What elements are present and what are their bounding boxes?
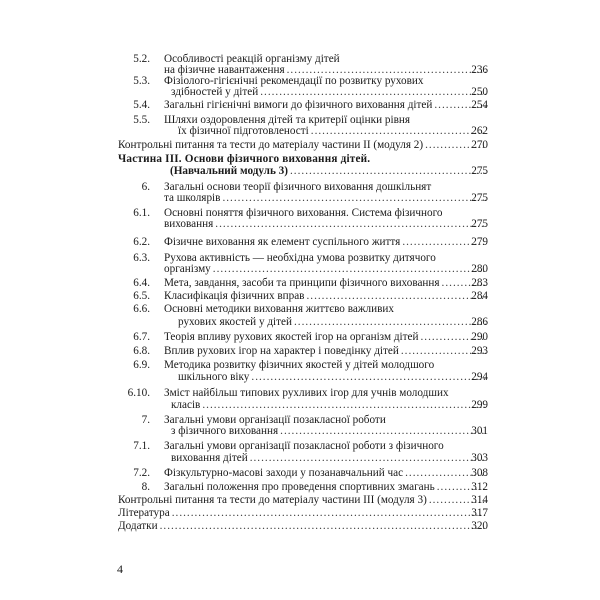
toc-entry-leader [164,99,488,112]
toc-entry-page: 270 [471,139,488,151]
toc-entry-number: 5.4. [133,99,150,111]
toc-entry-page: 250 [471,86,488,98]
toc-entry-leader [171,425,488,438]
toc-part-title: Частина III. Основи фізичного виховання дітей. [118,153,371,165]
toc-entry-title: Методика розвитку фізичних якостей у дітей молодшого [164,359,435,371]
toc-entry-title: Теорія впливу рухових якостей ігор на організм дітей [164,331,419,343]
toc-entry-number: 6.7. [133,331,150,343]
toc-entry-page: 314 [471,494,488,506]
toc-entry-page: 262 [471,125,488,137]
toc-entry-page: 294 [471,371,488,383]
toc-entry-title: Контрольні питання та тести до матеріалу частини II (модуля 2) [118,139,424,151]
toc-entry-number: 5.3. [133,75,150,87]
toc-entry-title: Класифікація фізичних вправ [164,290,305,302]
toc-entry-title: Загальні гігієнічні вимоги до фізичного виховання дітей [164,99,433,111]
toc-entry-leader [118,139,488,152]
toc-entry-number: 6.3. [133,252,150,264]
toc-entry-number: 7.1. [133,440,150,452]
toc-entry-leader [164,263,488,276]
toc-entry-page: 280 [471,263,488,275]
toc-entry-leader [178,316,488,329]
toc-entry-page: 301 [471,425,488,437]
toc-entry-number: 6.2. [133,236,150,248]
toc-entry-title-cont: організму [164,263,211,275]
toc-entry-leader [170,165,488,178]
toc-entry-leader [171,86,488,99]
toc-entry-title: Особливості реакцій організму дітей [164,53,340,65]
toc-entry-title-cont: класів [171,399,201,411]
toc-entry-number: 6.1. [133,207,150,219]
toc-entry-title: Фізіолого-гігієнічні рекомендації по розвитку рухових [164,75,424,87]
toc-entry-leader [164,277,488,290]
toc-entry-page: 299 [471,399,488,411]
toc-entry-title: Вплив рухових ігор на характер і поведінку дітей [164,345,399,357]
toc-entry-number: 6.6. [133,303,150,315]
toc-entry-title: Фізкультурно-масові заходи у позанавчальний час [164,467,404,479]
toc-entry-leader [118,507,488,520]
toc-entry-page: 279 [471,236,488,248]
toc-entry-leader [164,236,488,249]
toc-entry-page: 275 [471,165,488,177]
toc-entry-title: Загальні умови організації позакласної роботи [164,414,386,426]
toc-entry-title-cont: виховання дітей [171,452,248,464]
toc-part-subtitle: (Навчальний модуль 3) [170,165,288,177]
toc-entry-page: 303 [471,452,488,464]
toc-entry-number: 7.2. [133,467,150,479]
toc-entry-page: 290 [471,331,488,343]
toc-entry-number: 6.8. [133,345,150,357]
toc-entry-title-cont: на фізичне навантаження [164,64,285,76]
toc-entry-title: Зміст найбільш типових рухливих ігор для учнів молодших [164,387,449,399]
toc-entry-leader [178,125,488,138]
toc-entry-page: 286 [471,316,488,328]
toc-entry-title: Основні методики виховання життєво важливих [164,303,394,315]
toc-entry-leader [164,481,488,494]
toc-entry-leader [118,494,488,507]
toc-entry-page: 293 [471,345,488,357]
toc-entry-leader [164,192,488,205]
toc-entry-leader [164,331,488,344]
toc-entry-number: 5.5. [133,114,150,126]
toc-entry-page: 312 [471,481,488,493]
toc-entry-number: 8. [141,481,150,493]
toc-entry-leader [164,218,488,231]
toc-entry-page: 320 [471,520,488,532]
toc-entry-title: Література [118,507,170,519]
toc-entry-title: Загальні положення про проведення спортивних змагань [164,481,435,493]
toc-entry-leader [178,371,488,384]
toc-entry-title-cont: їх фізичної підготовленості [178,125,309,137]
toc-entry-title: Рухова активність — необхідна умова розвитку дитячого [164,252,436,264]
toc-entry-number: 6.9. [133,359,150,371]
toc-entry-title-cont: рухових якостей у дітей [178,316,292,328]
toc-entry-title-cont: здібностей у дітей [171,86,259,98]
toc-entry-title-cont: з фізичного виховання [171,425,279,437]
toc-entry-title-cont: виховання [164,218,214,230]
toc-entry-leader [164,345,488,358]
toc-entry-page: 284 [471,290,488,302]
toc-entry-leader [164,467,488,480]
toc-entry-page: 308 [471,467,488,479]
toc-entry-number: 5.2. [133,53,150,65]
toc-entry-number: 6. [141,181,150,193]
toc-entry-leader [164,290,488,303]
toc-entry-title: Загальні умови організації позакласної роботи з фізичного [164,440,444,452]
toc-entry-title: Мета, завдання, засоби та принципи фізичного виховання [164,277,440,289]
toc-entry-leader [171,399,488,412]
toc-entry-title-cont: та школярів [164,192,221,204]
toc-entry-title: Фізичне виховання як елемент суспільного життя [164,236,401,248]
toc-entry-title: Контрольні питання та тести до матеріалу частини III (модуля 3) [118,494,427,506]
toc-entry-page: 254 [471,99,488,111]
toc-entry-number: 6.4. [133,277,150,289]
toc-entry-page: 283 [471,277,488,289]
page-number: 4 [117,562,123,576]
toc-entry-number: 6.10. [127,387,150,399]
toc-entry-title: Основні поняття фізичного виховання. Система фізичного [164,207,443,219]
toc-entry-title: Додатки [118,520,158,532]
toc-entry-title: Загальні основи теорії фізичного виховання дошкільнят [164,181,432,193]
toc-entry-leader [171,452,488,465]
toc-entry-page: 236 [471,64,488,76]
toc-entry-page: 317 [471,507,488,519]
toc-entry-page: 275 [471,218,488,230]
toc-entry-page: 275 [471,192,488,204]
toc-entry-number: 7. [141,414,150,426]
toc-entry-number: 6.5. [133,290,150,302]
toc-entry-title-cont: шкільного віку [178,371,250,383]
toc-entry-title: Шляхи оздоровлення дітей та критерії оцінки рівня [164,114,410,126]
toc-entry-leader [118,520,488,533]
